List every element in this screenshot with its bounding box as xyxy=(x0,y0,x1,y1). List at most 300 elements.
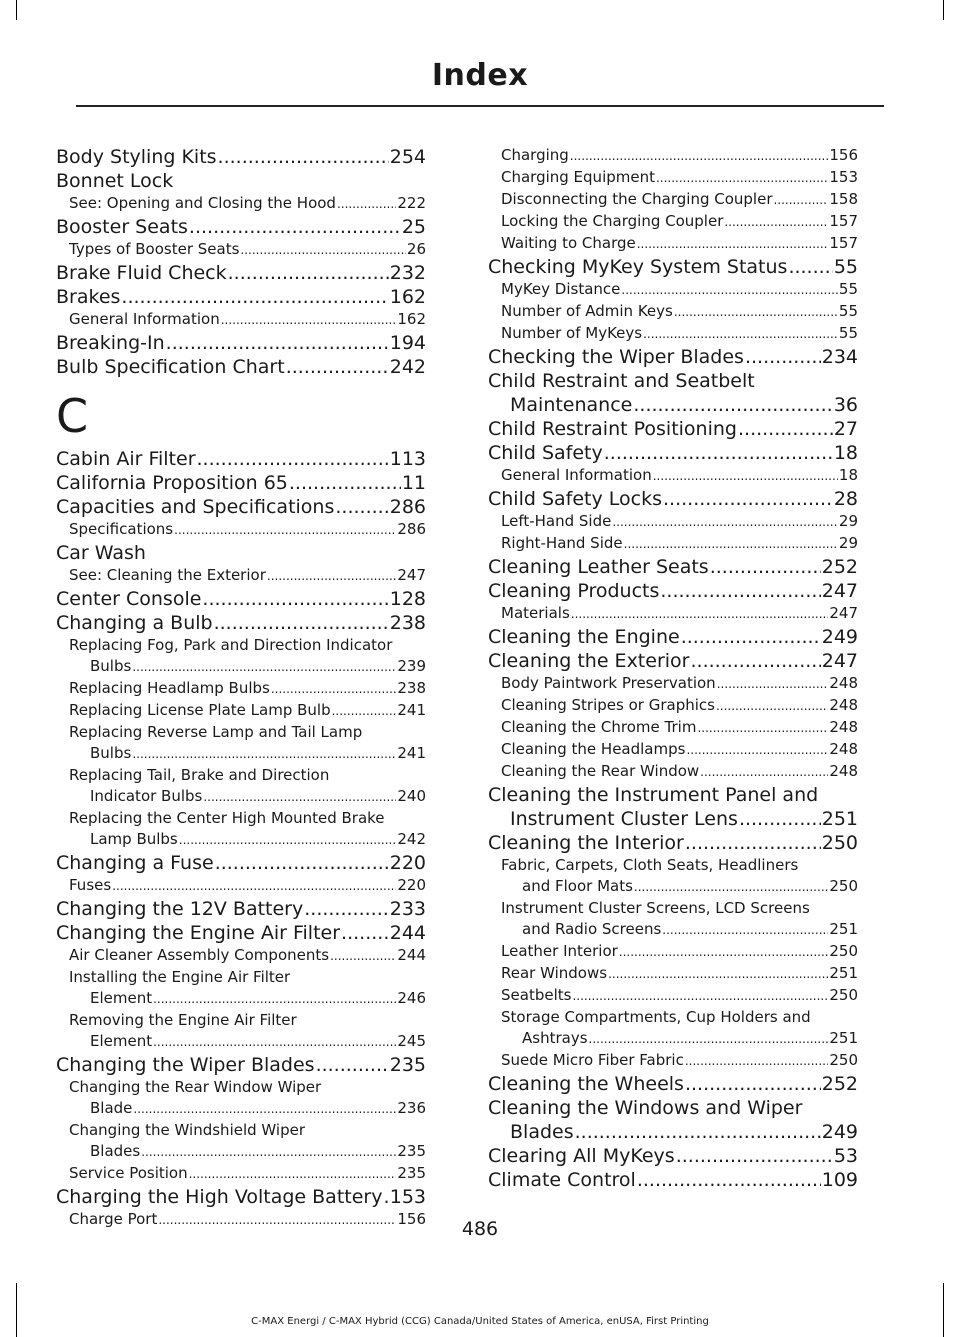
entry-page-number: 156 xyxy=(397,1210,426,1228)
entry-text: Cleaning the Wheels xyxy=(488,1073,684,1095)
entry-text: Replacing License Plate Lamp Bulb xyxy=(69,701,331,719)
dot-leader xyxy=(724,212,828,233)
dot-leader xyxy=(690,649,820,673)
dot-leader xyxy=(271,679,397,700)
index-entry xyxy=(56,541,426,565)
entry-text-lead: Installing the Engine Air Filter xyxy=(69,968,291,986)
entry-page-number: 235 xyxy=(397,1142,426,1160)
entry-page-number: 254 xyxy=(389,146,426,168)
index-entry xyxy=(488,1144,858,1168)
entry-text: See: Cleaning the Exterior xyxy=(69,566,266,584)
index-subentry xyxy=(56,700,426,722)
entry-page-number: 252 xyxy=(821,1073,858,1095)
index-subentry xyxy=(56,565,426,587)
entry-page-number: 247 xyxy=(821,650,858,672)
entry-text: Blade xyxy=(90,1099,133,1117)
entry-text: Changing a Bulb xyxy=(56,612,213,634)
entry-text: Cleaning Leather Seats xyxy=(488,556,709,578)
dot-leader xyxy=(681,625,821,649)
dot-leader xyxy=(166,331,389,355)
dot-leader xyxy=(619,942,829,963)
entry-page-number: 157 xyxy=(829,234,858,252)
entry-text: Cleaning the Interior xyxy=(488,832,684,854)
page-number: 486 xyxy=(461,1218,499,1240)
dot-leader xyxy=(788,255,832,279)
entry-text: Air Cleaner Assembly Components xyxy=(69,946,330,964)
entry-text: Breaking-In xyxy=(56,332,165,354)
entry-text: Element xyxy=(90,989,153,1007)
dot-leader xyxy=(240,240,406,261)
dot-leader xyxy=(286,355,389,379)
index-subentry xyxy=(488,855,858,898)
entry-text: Lamp Bulbs xyxy=(90,830,178,848)
entry-text: Charging the High Voltage Battery xyxy=(56,1186,383,1208)
index-entry xyxy=(488,1096,858,1144)
dot-leader xyxy=(221,310,397,331)
entry-text-lead: Changing the Rear Window Wiper xyxy=(69,1078,322,1096)
entry-text: Cleaning the Rear Window xyxy=(501,762,700,780)
index-subentry xyxy=(488,761,858,783)
entry-text: See: Opening and Closing the Hood xyxy=(69,194,336,212)
index-entry xyxy=(56,331,426,355)
entry-text: Cleaning Products xyxy=(488,580,660,602)
entry-text: Leather Interior xyxy=(501,942,618,960)
index-subentry xyxy=(488,717,858,739)
dot-leader xyxy=(179,830,397,851)
entry-text: Brakes xyxy=(56,286,121,308)
index-subentry xyxy=(488,233,858,255)
dot-leader xyxy=(717,674,829,695)
entry-text: Number of MyKeys xyxy=(501,324,643,342)
index-subentry xyxy=(56,635,426,678)
entry-page-number: 238 xyxy=(397,679,426,697)
index-entry xyxy=(56,897,426,921)
entry-page-number: 235 xyxy=(397,1164,426,1182)
entry-page-number: 222 xyxy=(397,194,426,212)
section-letter: C xyxy=(56,389,89,443)
entry-text-lead: Replacing Tail, Brake and Direction xyxy=(69,766,330,784)
index-subentry xyxy=(56,1010,426,1053)
entry-page-number: 26 xyxy=(406,240,426,258)
entry-text: Right-Hand Side xyxy=(501,534,623,552)
entry-text: Bulbs xyxy=(90,744,132,762)
entry-text: Checking the Wiper Blades xyxy=(488,346,744,368)
index-subentry xyxy=(56,678,426,700)
entry-text: Instrument Cluster Lens xyxy=(510,808,738,830)
entry-text: Changing the Engine Air Filter xyxy=(56,922,341,944)
entry-text: Cleaning the Engine xyxy=(488,626,680,648)
entry-text: Disconnecting the Charging Coupler xyxy=(501,190,773,208)
index-subentry xyxy=(56,1077,426,1120)
entry-text: Center Console xyxy=(56,588,202,610)
entry-text-lead: Cleaning the Instrument Panel and xyxy=(488,784,819,806)
dot-leader xyxy=(676,1144,833,1168)
index-subentry xyxy=(56,967,426,1010)
entry-text: Changing a Fuse xyxy=(56,852,214,874)
index-subentry xyxy=(56,808,426,851)
index-entry xyxy=(56,851,426,875)
index-entry xyxy=(488,1168,858,1192)
dot-leader xyxy=(197,447,389,471)
entry-text: Clearing All MyKeys xyxy=(488,1145,675,1167)
entry-text: Bulb Specification Chart xyxy=(56,356,285,378)
dot-leader xyxy=(739,807,821,831)
dot-leader xyxy=(685,831,821,855)
index-subentry xyxy=(488,279,858,301)
entry-text-lead: Replacing the Center High Mounted Brake xyxy=(69,809,385,827)
entry-text-lead: Changing the Windshield Wiper xyxy=(69,1121,306,1139)
index-subentry xyxy=(488,189,858,211)
dot-leader xyxy=(337,194,396,215)
entry-text: Service Position xyxy=(69,1164,188,1182)
entry-page-number: 250 xyxy=(829,942,858,960)
index-entry xyxy=(56,1185,426,1209)
entry-text: MyKey Distance xyxy=(501,280,621,298)
entry-text: Cleaning Stripes or Graphics xyxy=(501,696,715,714)
index-subentry xyxy=(56,309,426,331)
entry-page-number: 250 xyxy=(829,986,858,1004)
entry-page-number: 220 xyxy=(389,852,426,874)
index-subentry xyxy=(56,193,426,215)
index-subentry xyxy=(56,722,426,765)
entry-text: Ashtrays xyxy=(522,1029,588,1047)
entry-page-number: 248 xyxy=(829,674,858,692)
entry-text: Cleaning the Exterior xyxy=(488,650,690,672)
dot-leader xyxy=(383,1185,388,1209)
dot-leader xyxy=(685,1051,829,1072)
index-entry xyxy=(56,447,426,471)
index-subentry xyxy=(488,211,858,233)
entry-text: Cabin Air Filter xyxy=(56,448,196,470)
entry-text: Booster Seats xyxy=(56,216,188,238)
entry-page-number: 55 xyxy=(838,324,858,342)
index-subentry xyxy=(488,167,858,189)
entry-text: Locking the Charging Coupler xyxy=(501,212,724,230)
entry-page-number: 251 xyxy=(829,920,858,938)
dot-leader xyxy=(112,876,396,897)
dot-leader xyxy=(634,877,828,898)
dot-leader xyxy=(141,1142,396,1163)
index-entry xyxy=(488,345,858,369)
index-entry xyxy=(56,145,426,169)
dot-leader xyxy=(203,787,396,808)
dot-leader xyxy=(571,604,829,625)
entry-text: Cleaning the Headlamps xyxy=(501,740,686,758)
index-entry xyxy=(488,555,858,579)
entry-page-number: 245 xyxy=(397,1032,426,1050)
index-entry xyxy=(56,611,426,635)
dot-leader xyxy=(773,190,828,211)
index-subentry xyxy=(56,875,426,897)
entry-page-number: 241 xyxy=(397,744,426,762)
entry-text: Car Wash xyxy=(56,542,146,564)
entry-text: Blades xyxy=(90,1142,141,1160)
entry-page-number: 234 xyxy=(821,346,858,368)
index-subentry xyxy=(488,898,858,941)
index-subentry xyxy=(56,945,426,967)
index-entry xyxy=(56,1053,426,1077)
index-column-left xyxy=(56,145,426,1231)
dot-leader xyxy=(341,921,389,945)
dot-leader xyxy=(589,1029,829,1050)
dot-leader xyxy=(289,471,401,495)
entry-text: Capacities and Specifications xyxy=(56,496,335,518)
entry-page-number: 236 xyxy=(397,1099,426,1117)
entry-page-number: 244 xyxy=(397,946,426,964)
index-entry xyxy=(56,355,426,379)
dot-leader xyxy=(604,441,833,465)
entry-text: General Information xyxy=(501,466,652,484)
index-subentry xyxy=(488,301,858,323)
entry-text: Charging xyxy=(501,146,569,164)
entry-page-number: 248 xyxy=(829,762,858,780)
entry-page-number: 109 xyxy=(821,1169,858,1191)
entry-page-number: 162 xyxy=(389,286,426,308)
index-entry xyxy=(488,649,858,673)
entry-page-number: 28 xyxy=(833,488,858,510)
crop-mark-bottom-right-vertical xyxy=(943,1283,944,1337)
entry-page-number: 286 xyxy=(389,496,426,518)
dot-leader xyxy=(643,324,838,345)
entry-text: Rear Windows xyxy=(501,964,608,982)
entry-page-number: 241 xyxy=(397,701,426,719)
entry-text: Types of Booster Seats xyxy=(69,240,240,258)
entry-text: Brake Fluid Check xyxy=(56,262,227,284)
entry-text: Changing the Wiper Blades xyxy=(56,1054,315,1076)
entry-page-number: 27 xyxy=(833,418,858,440)
entry-page-number: 251 xyxy=(829,1029,858,1047)
index-entry xyxy=(488,1072,858,1096)
index-subentry xyxy=(488,1007,858,1050)
dot-leader xyxy=(132,657,396,678)
index-entry xyxy=(488,579,858,603)
dot-leader xyxy=(633,393,832,417)
dot-leader xyxy=(660,579,820,603)
entry-page-number: 250 xyxy=(829,877,858,895)
dot-leader xyxy=(738,417,833,441)
index-entry xyxy=(56,921,426,945)
index-subentry xyxy=(488,963,858,985)
index-column-right xyxy=(488,145,858,1192)
entry-text: Charging Equipment xyxy=(501,168,655,186)
index-entry xyxy=(56,587,426,611)
dot-leader xyxy=(612,512,838,533)
entry-page-number: 18 xyxy=(833,442,858,464)
entry-page-number: 250 xyxy=(821,832,858,854)
entry-text: Specifications xyxy=(69,520,174,538)
entry-text: General Information xyxy=(69,310,220,328)
entry-text: Cleaning the Chrome Trim xyxy=(501,718,697,736)
page-title: Index xyxy=(431,58,529,93)
entry-page-number: 251 xyxy=(821,808,858,830)
footer-text: C-MAX Energi / C-MAX Hybrid (CCG) Canada/United States of America, enUSA, First Printing xyxy=(251,1316,709,1327)
entry-page-number: 36 xyxy=(833,394,858,416)
entry-page-number: 252 xyxy=(821,556,858,578)
dot-leader xyxy=(304,897,389,921)
dot-leader xyxy=(716,696,828,717)
dot-leader xyxy=(153,989,396,1010)
dot-leader xyxy=(637,234,829,255)
entry-page-number: 240 xyxy=(397,787,426,805)
dot-leader xyxy=(662,920,828,941)
index-subentry xyxy=(488,1050,858,1072)
entry-text: and Floor Mats xyxy=(522,877,633,895)
index-entry xyxy=(488,783,858,831)
entry-text: Checking MyKey System Status xyxy=(488,256,788,278)
entry-page-number: 247 xyxy=(821,580,858,602)
dot-leader xyxy=(228,261,389,285)
entry-page-number: 153 xyxy=(389,1186,426,1208)
index-entry xyxy=(56,471,426,495)
entry-text: Fuses xyxy=(69,876,112,894)
dot-leader xyxy=(745,345,821,369)
index-subentry xyxy=(488,673,858,695)
index-subentry xyxy=(56,1163,426,1185)
entry-page-number: 158 xyxy=(829,190,858,208)
dot-leader xyxy=(153,1032,396,1053)
entry-text: Body Paintwork Preservation xyxy=(501,674,716,692)
index-subentry xyxy=(56,1120,426,1163)
entry-page-number: 162 xyxy=(397,310,426,328)
entry-page-number: 29 xyxy=(838,512,858,530)
entry-page-number: 157 xyxy=(829,212,858,230)
entry-text: Bonnet Lock xyxy=(56,170,174,192)
index-entry xyxy=(56,285,426,309)
crop-mark-top-right-vertical xyxy=(943,0,944,20)
dot-leader xyxy=(267,566,396,587)
dot-leader xyxy=(189,215,401,239)
dot-leader xyxy=(686,740,828,761)
dot-leader xyxy=(697,718,828,739)
entry-text-lead: Replacing Fog, Park and Direction Indicator xyxy=(69,636,393,654)
entry-text: and Radio Screens xyxy=(522,920,662,938)
index-subentry xyxy=(488,985,858,1007)
entry-page-number: 247 xyxy=(397,566,426,584)
entry-text: Charge Port xyxy=(69,1210,158,1228)
dot-leader xyxy=(332,701,397,722)
dot-leader xyxy=(656,168,828,189)
dot-leader xyxy=(189,1164,397,1185)
entry-page-number: 156 xyxy=(829,146,858,164)
crop-mark-top-left-vertical xyxy=(16,0,17,20)
entry-text: Left-Hand Side xyxy=(501,512,612,530)
index-entry xyxy=(56,495,426,519)
dot-leader xyxy=(133,1099,396,1120)
entry-page-number: 25 xyxy=(401,216,426,238)
entry-page-number: 194 xyxy=(389,332,426,354)
index-subentry xyxy=(488,739,858,761)
entry-text-lead: Child Restraint and Seatbelt xyxy=(488,370,755,392)
index-subentry xyxy=(488,695,858,717)
entry-page-number: 29 xyxy=(838,534,858,552)
entry-text-lead: Instrument Cluster Screens, LCD Screens xyxy=(501,899,810,917)
dot-leader xyxy=(132,744,396,765)
entry-page-number: 244 xyxy=(389,922,426,944)
entry-text-lead: Fabric, Carpets, Cloth Seats, Headliners xyxy=(501,856,799,874)
dot-leader xyxy=(637,1168,821,1192)
index-entry xyxy=(56,169,426,193)
entry-text: Blades xyxy=(510,1121,574,1143)
entry-page-number: 11 xyxy=(401,472,426,494)
dot-leader xyxy=(202,587,388,611)
index-entry xyxy=(488,369,858,417)
dot-leader xyxy=(663,487,833,511)
dot-leader xyxy=(624,534,838,555)
entry-text: Changing the 12V Battery xyxy=(56,898,304,920)
entry-text: Replacing Headlamp Bulbs xyxy=(69,679,270,697)
dot-leader xyxy=(570,146,829,167)
dot-leader xyxy=(710,555,821,579)
index-entry xyxy=(488,417,858,441)
entry-page-number: 113 xyxy=(389,448,426,470)
dot-leader xyxy=(215,851,389,875)
entry-text: Seatbelts xyxy=(501,986,572,1004)
entry-page-number: 153 xyxy=(829,168,858,186)
entry-text: Body Styling Kits xyxy=(56,146,217,168)
dot-leader xyxy=(174,520,396,541)
entry-text: Suede Micro Fiber Fabric xyxy=(501,1051,684,1069)
dot-leader xyxy=(572,986,828,1007)
dot-leader xyxy=(335,495,388,519)
entry-page-number: 286 xyxy=(397,520,426,538)
entry-page-number: 249 xyxy=(821,1121,858,1143)
index-subentry xyxy=(488,465,858,487)
index-subentry xyxy=(488,603,858,625)
entry-page-number: 128 xyxy=(389,588,426,610)
dot-leader xyxy=(575,1120,821,1144)
entry-page-number: 235 xyxy=(389,1054,426,1076)
entry-text-lead: Cleaning the Windows and Wiper xyxy=(488,1097,803,1119)
entry-page-number: 246 xyxy=(397,989,426,1007)
index-subentry xyxy=(488,941,858,963)
dot-leader xyxy=(218,145,389,169)
entry-page-number: 239 xyxy=(397,657,426,675)
entry-page-number: 248 xyxy=(829,718,858,736)
dot-leader xyxy=(608,964,828,985)
index-subentry xyxy=(488,323,858,345)
index-entry xyxy=(488,441,858,465)
dot-leader xyxy=(121,285,388,309)
dot-leader xyxy=(214,611,389,635)
entry-page-number: 242 xyxy=(397,830,426,848)
index-subentry xyxy=(56,239,426,261)
entry-page-number: 55 xyxy=(833,256,858,278)
entry-page-number: 233 xyxy=(389,898,426,920)
dot-leader xyxy=(316,1053,389,1077)
entry-page-number: 55 xyxy=(838,302,858,320)
index-subentry xyxy=(56,765,426,808)
entry-text: Child Restraint Positioning xyxy=(488,418,737,440)
dot-leader xyxy=(674,302,838,323)
entry-text: Child Safety xyxy=(488,442,603,464)
entry-text: Materials xyxy=(501,604,570,622)
dot-leader xyxy=(330,946,396,967)
index-subentry xyxy=(488,533,858,555)
entry-page-number: 242 xyxy=(389,356,426,378)
entry-page-number: 220 xyxy=(397,876,426,894)
entry-text: Climate Control xyxy=(488,1169,636,1191)
dot-leader xyxy=(685,1072,821,1096)
entry-page-number: 55 xyxy=(838,280,858,298)
entry-text: Maintenance xyxy=(510,394,633,416)
entry-page-number: 248 xyxy=(829,740,858,758)
entry-page-number: 250 xyxy=(829,1051,858,1069)
entry-text-lead: Replacing Reverse Lamp and Tail Lamp xyxy=(69,723,363,741)
entry-text: Indicator Bulbs xyxy=(90,787,203,805)
entry-page-number: 18 xyxy=(838,466,858,484)
index-entry xyxy=(488,831,858,855)
index-subentry xyxy=(56,519,426,541)
